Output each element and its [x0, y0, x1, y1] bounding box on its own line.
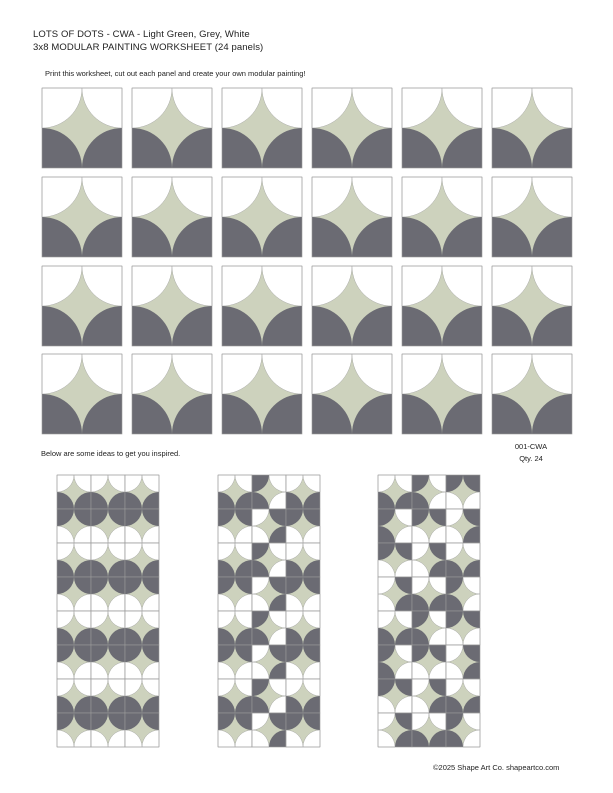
example-3-tile	[446, 611, 480, 645]
instructions-text: Print this worksheet, cut out each panel and create your own modular painting!	[45, 69, 306, 78]
example-2-tile	[252, 611, 286, 645]
example-3-tile	[378, 713, 412, 747]
example-3-tile	[412, 645, 446, 679]
example-2-tile	[286, 679, 320, 713]
example-3-tile	[412, 577, 446, 611]
example-1-tile	[57, 475, 91, 509]
example-2-tile	[252, 543, 286, 577]
example-1-tile	[91, 713, 125, 747]
example-2-tile	[286, 645, 320, 679]
example-2-tile	[252, 475, 286, 509]
title-line-2: 3x8 MODULAR PAINTING WORKSHEET (24 panels)	[33, 42, 264, 53]
example-3-tile	[378, 611, 412, 645]
example-3-tile	[446, 475, 480, 509]
example-2-tile	[286, 475, 320, 509]
example-1-tile	[91, 611, 125, 645]
example-3-tile	[412, 679, 446, 713]
example-2-tile	[218, 713, 252, 747]
example-2-tile	[218, 509, 252, 543]
example-3-tile	[412, 713, 446, 747]
example-1-tile	[57, 679, 91, 713]
example-1-tile	[125, 679, 159, 713]
example-2-tile	[286, 543, 320, 577]
example-1-tile	[125, 577, 159, 611]
example-1-tile	[57, 543, 91, 577]
example-2-tile	[218, 611, 252, 645]
example-3-tile	[378, 679, 412, 713]
example-layout-3	[378, 475, 480, 747]
example-1-tile	[125, 645, 159, 679]
example-1-tile	[57, 577, 91, 611]
example-3-tile	[446, 713, 480, 747]
example-2-tile	[218, 475, 252, 509]
example-1-tile	[91, 475, 125, 509]
example-1-tile	[57, 645, 91, 679]
example-3-tile	[378, 645, 412, 679]
example-2-tile	[286, 509, 320, 543]
ideas-text: Below are some ideas to get you inspired.	[41, 449, 181, 458]
example-1-tile	[125, 713, 159, 747]
product-code	[505, 441, 557, 465]
example-2-tile	[218, 577, 252, 611]
example-2-tile	[286, 577, 320, 611]
example-1-tile	[91, 543, 125, 577]
example-1-tile	[125, 611, 159, 645]
example-2-tile	[252, 577, 286, 611]
example-1-tile	[125, 543, 159, 577]
example-1-tile	[91, 577, 125, 611]
example-2-tile	[218, 543, 252, 577]
example-1-tile	[57, 611, 91, 645]
example-layout-2	[218, 475, 320, 747]
title-line-1: LOTS OF DOTS - CWA - Light Green, Grey, White	[33, 29, 250, 40]
example-3-tile	[412, 543, 446, 577]
example-2-tile	[252, 713, 286, 747]
example-layout-1	[57, 475, 159, 747]
example-3-tile	[412, 509, 446, 543]
example-1-tile	[125, 475, 159, 509]
example-3-tile	[446, 509, 480, 543]
example-3-tile	[378, 577, 412, 611]
example-2-tile	[218, 645, 252, 679]
example-1-tile	[91, 509, 125, 543]
example-1-tile	[91, 679, 125, 713]
example-1-tile	[57, 713, 91, 747]
example-3-tile	[446, 679, 480, 713]
example-2-tile	[286, 713, 320, 747]
example-3-tile	[378, 509, 412, 543]
example-3-tile	[378, 475, 412, 509]
example-2-tile	[286, 611, 320, 645]
example-3-tile	[446, 645, 480, 679]
example-2-tile	[218, 679, 252, 713]
example-3-tile	[378, 543, 412, 577]
example-1-tile	[57, 509, 91, 543]
example-3-tile	[446, 543, 480, 577]
example-3-tile	[412, 475, 446, 509]
example-3-tile	[412, 611, 446, 645]
example-2-tile	[252, 645, 286, 679]
copyright-footer: ©2025 Shape Art Co. shapeartco.com	[433, 763, 560, 772]
example-1-tile	[91, 645, 125, 679]
example-3-tile	[446, 577, 480, 611]
product-quantity: Qty. 24	[519, 454, 543, 463]
product-code-label: 001-CWA	[514, 442, 548, 451]
example-1-tile	[125, 509, 159, 543]
example-2-tile	[252, 509, 286, 543]
example-2-tile	[252, 679, 286, 713]
